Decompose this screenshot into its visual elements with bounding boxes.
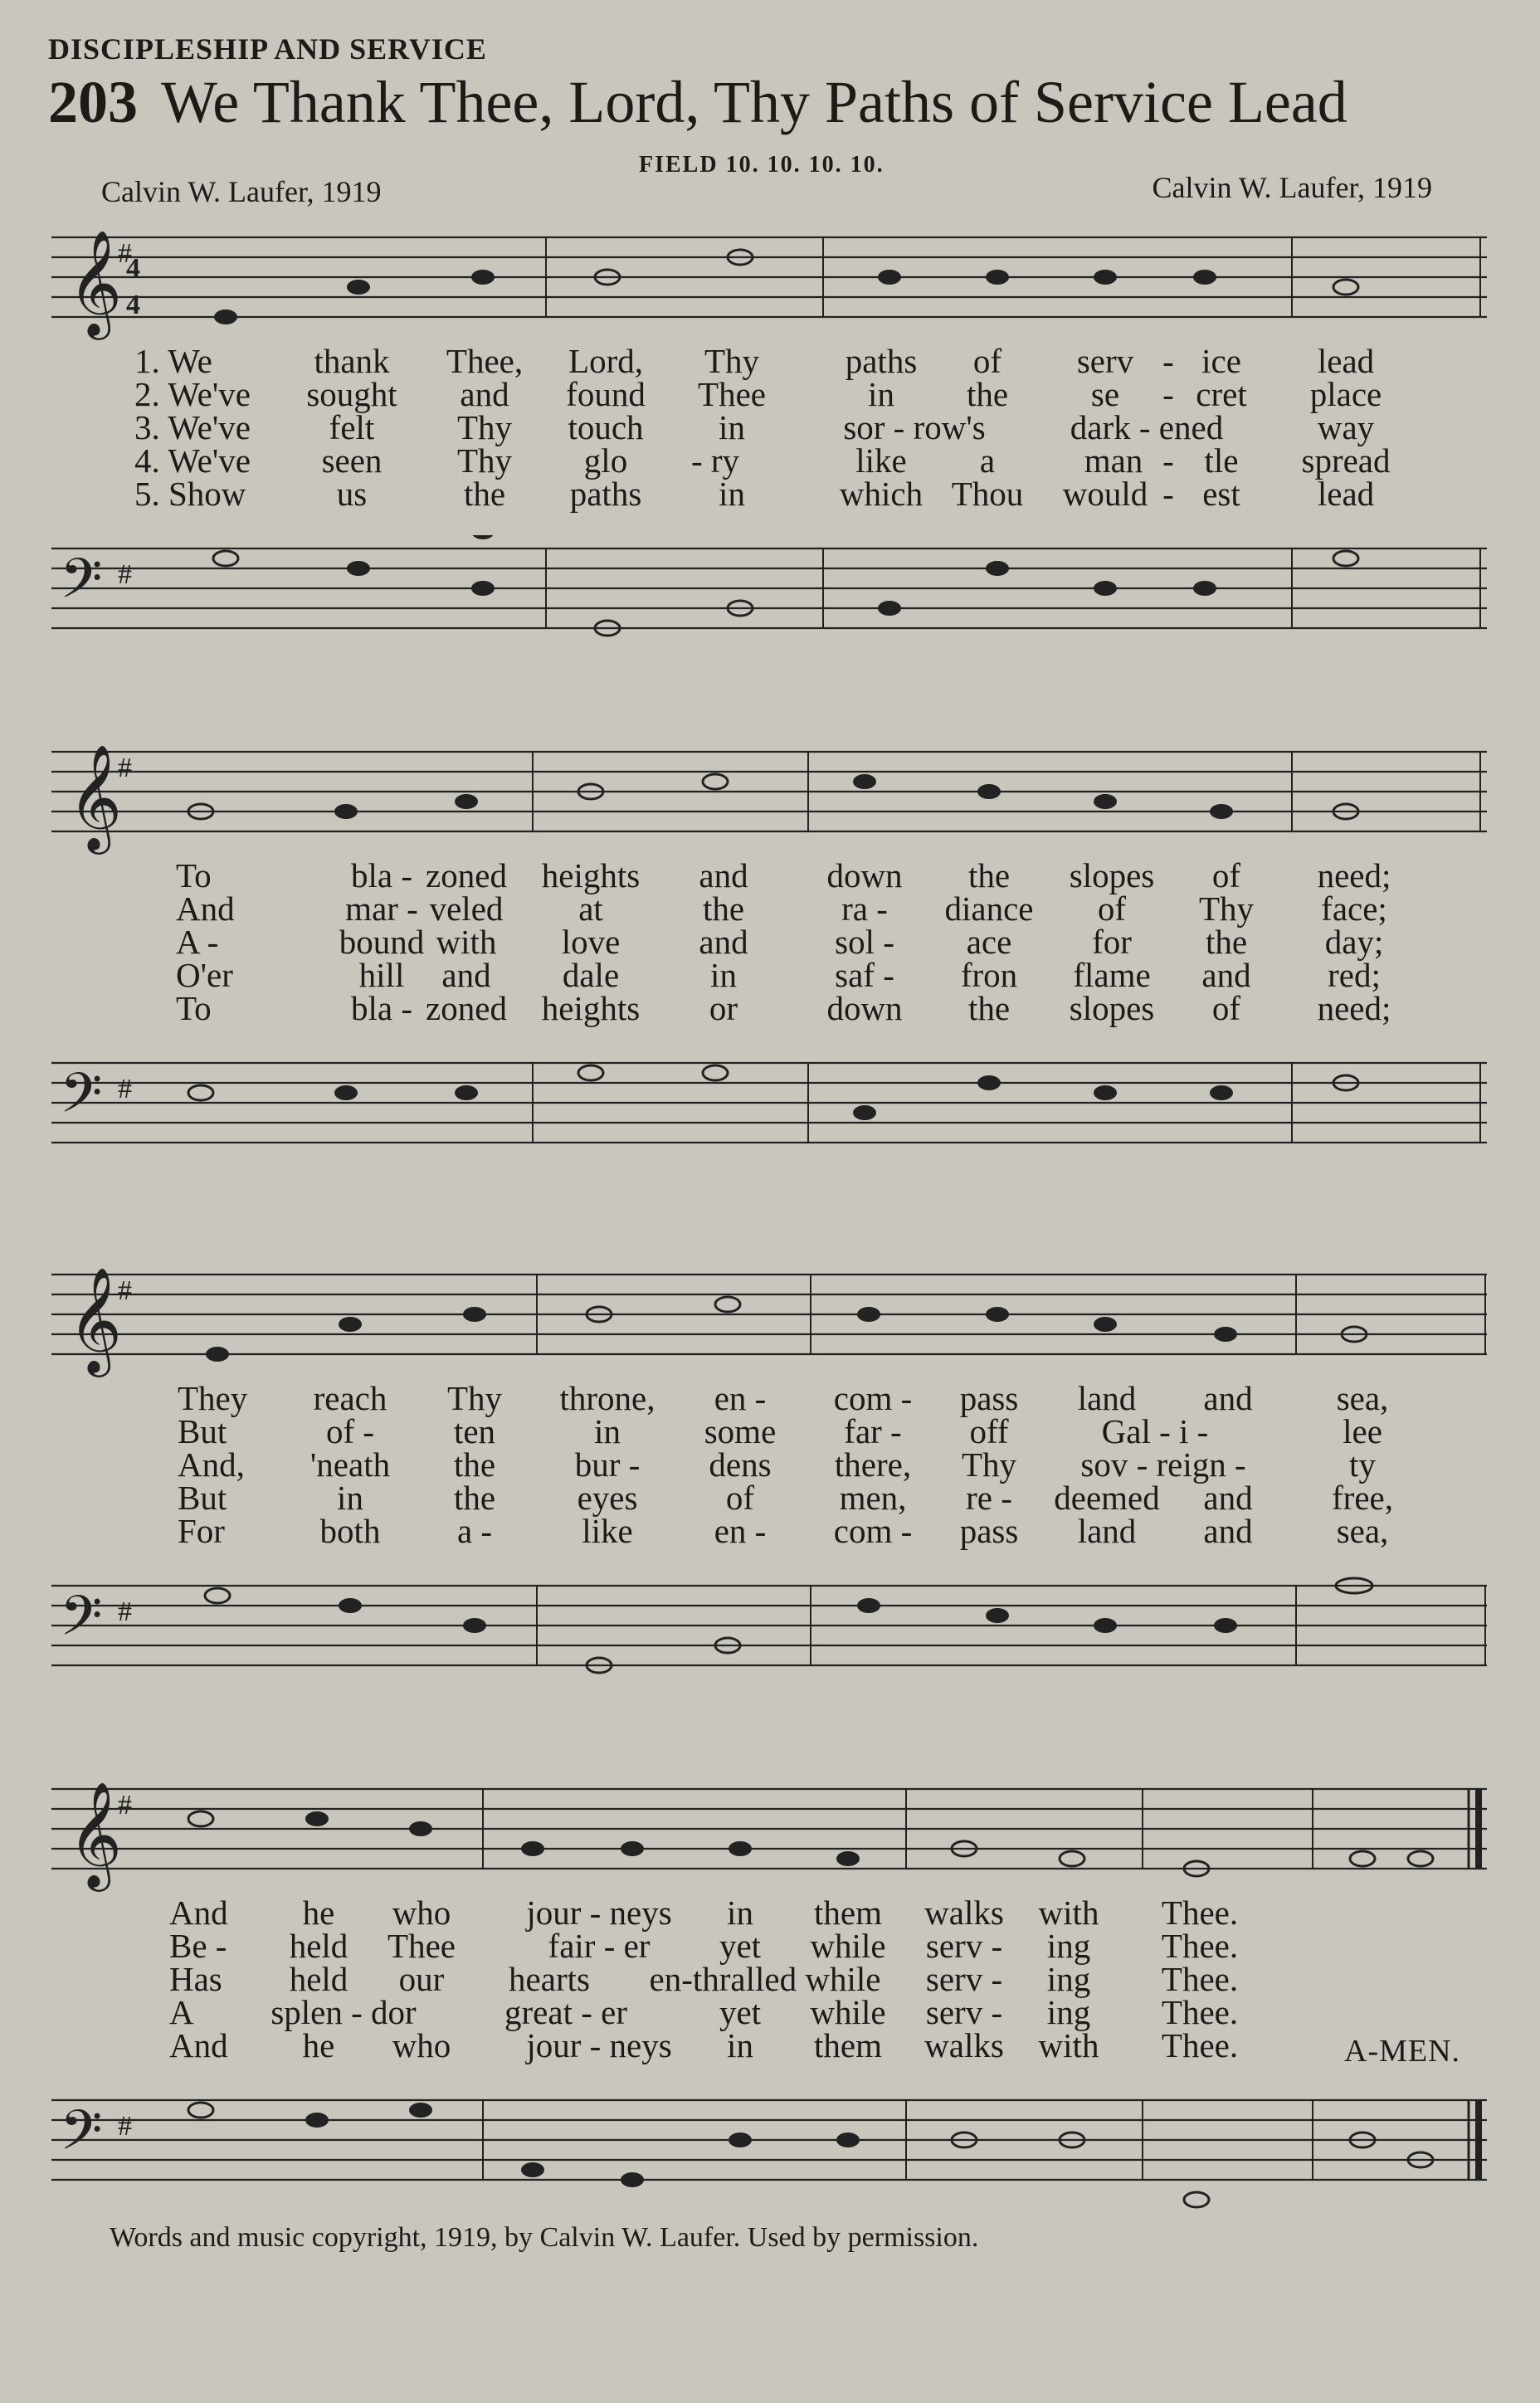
bass-staff-icon: [51, 2087, 1487, 2220]
bass-staff-icon: [51, 1050, 1487, 1182]
amen-label: A-MEN.: [1344, 2034, 1461, 2069]
lyric-syllable: ty: [1349, 1445, 1376, 1484]
lyric-syllable: ing: [1046, 1927, 1091, 1965]
lyric-syllable: who: [392, 1894, 451, 1932]
lyric-syllable: yet: [719, 1993, 762, 2031]
lyric-syllable: of: [972, 342, 1002, 380]
lyric-syllable: serv: [1076, 342, 1134, 380]
lyric-syllable: dark - ened: [1070, 408, 1224, 446]
verse-line: [51, 475, 1487, 513]
lyric-syllable: en -: [714, 1512, 767, 1550]
lyric-syllable: ice: [1201, 342, 1241, 380]
lyric-syllable: Thee.: [1161, 1894, 1239, 1932]
lyric-syllable: far -: [844, 1412, 902, 1450]
lyric-syllable: hearts: [509, 1960, 590, 1998]
lyric-syllable: But: [178, 1412, 227, 1450]
lyric-syllable: ra -: [841, 890, 888, 928]
lyric-syllable: with: [1038, 1894, 1099, 1932]
lyric-syllable: walks: [924, 1894, 1004, 1932]
lyric-syllable: place: [1309, 375, 1382, 413]
lyric-syllable: en-thralled while: [649, 1960, 881, 1998]
lyric-syllable: fair - er: [548, 1927, 651, 1965]
lyric-syllable: and: [699, 856, 748, 894]
svg-text:#: #: [118, 753, 132, 783]
section-title: DISCIPLESHIP AND SERVICE: [48, 32, 487, 66]
lyric-syllable: ace: [966, 923, 1012, 961]
svg-text:𝄢: 𝄢: [60, 2098, 103, 2176]
lyric-syllable: and: [1201, 956, 1251, 994]
verse-line: [51, 958, 1487, 992]
svg-text:𝄞: 𝄞: [68, 743, 123, 850]
lyric-syllable: the: [463, 475, 506, 513]
lyric-syllable: veled: [429, 890, 504, 928]
svg-text:#: #: [118, 2111, 132, 2142]
lyric-syllable: And: [169, 1894, 228, 1932]
lyric-syllable: dale: [562, 956, 620, 994]
lyric-syllable: bound: [339, 923, 425, 961]
lyric-syllable: -: [1162, 375, 1174, 413]
svg-text:#: #: [118, 1074, 132, 1104]
lyric-syllable: our: [398, 1960, 445, 1998]
lyric-syllable: the: [1205, 923, 1248, 961]
lyric-syllable: Thee.: [1161, 1960, 1239, 1998]
verse-line: [51, 1927, 1487, 1965]
lyric-syllable: bla -: [351, 856, 412, 894]
lyric-syllable: in: [727, 2026, 753, 2064]
lyric-syllable: Thee: [387, 1927, 456, 1965]
lyric-syllable: pass: [959, 1379, 1019, 1417]
lyric-syllable: 5. Show: [134, 475, 246, 513]
music-system-1: [51, 216, 1487, 647]
lyric-syllable: Thee.: [1161, 1993, 1239, 2031]
svg-text:#: #: [118, 1596, 132, 1627]
lyric-syllable: ing: [1046, 1993, 1091, 2031]
lyric-syllable: of: [1211, 989, 1241, 1027]
lyric-syllable: yet: [719, 1927, 762, 1965]
lyric-syllable: day;: [1324, 923, 1384, 961]
lyric-syllable: sol -: [835, 923, 894, 961]
lyric-syllable: A -: [176, 923, 219, 961]
lyric-syllable: Thy: [1198, 890, 1255, 928]
lyric-syllable: need;: [1317, 856, 1391, 894]
lyric-syllable: of: [725, 1479, 755, 1517]
lyric-syllable: Thee.: [1161, 2026, 1239, 2064]
lyric-syllable: 1. We: [134, 342, 212, 380]
verse-line: [51, 2026, 1487, 2064]
words-credit: Calvin W. Laufer, 1919: [101, 175, 382, 208]
lyric-syllable: But: [178, 1479, 227, 1517]
lyric-syllable: us: [336, 475, 368, 513]
lyric-syllable: both: [319, 1512, 381, 1550]
lyric-syllable: of: [1097, 890, 1127, 928]
lyric-syllable: -: [1162, 342, 1174, 380]
lyric-syllable: touch: [568, 408, 644, 446]
lyric-syllable: found: [566, 375, 646, 413]
lyric-syllable: O'er: [176, 956, 233, 994]
lyric-syllable: in: [337, 1479, 363, 1517]
lyric-syllable: ten: [453, 1412, 496, 1450]
lyric-syllable: throne,: [559, 1379, 655, 1417]
lyric-syllable: he: [302, 2026, 335, 2064]
treble-staff-icon: [51, 738, 1487, 871]
verse-line: [51, 890, 1487, 928]
lyric-syllable: re -: [966, 1479, 1012, 1517]
verse-line: [51, 1379, 1487, 1417]
svg-text:𝄢: 𝄢: [60, 547, 103, 624]
lyric-syllable: reach: [313, 1379, 387, 1417]
verse-line: [51, 989, 1487, 1027]
svg-text:𝄢: 𝄢: [60, 1584, 103, 1661]
hymn-title: [48, 68, 1348, 137]
copyright-footer: Words and music copyright, 1919, by Calvin W. Laufer. Used by permission.: [110, 2222, 979, 2253]
lyric-syllable: sea,: [1336, 1512, 1389, 1550]
lyric-syllable: like: [855, 441, 907, 480]
lyric-syllable: them: [814, 1894, 882, 1932]
lyric-syllable: Be -: [169, 1927, 227, 1965]
svg-text:#: #: [118, 238, 132, 269]
lyric-syllable: and: [699, 923, 748, 961]
lyric-syllable: red;: [1328, 956, 1381, 994]
lyric-syllable: se: [1090, 375, 1120, 413]
lyric-syllable: held: [289, 1960, 348, 1998]
treble-staff-icon: [51, 224, 1487, 357]
lyric-syllable: of -: [325, 1412, 375, 1450]
lyric-syllable: 'neath: [309, 1445, 391, 1484]
lyric-syllable: jour - neys: [526, 1894, 672, 1932]
lyric-syllable: seen: [321, 441, 383, 480]
lyric-syllable: splen - dor: [270, 1993, 417, 2031]
lyric-syllable: lead: [1317, 342, 1375, 380]
lyric-syllable: which: [839, 475, 924, 513]
lyric-syllable: way: [1317, 408, 1375, 446]
lyric-syllable: land: [1077, 1512, 1137, 1550]
lyric-syllable: com -: [833, 1379, 913, 1417]
treble-staff-icon: [51, 1261, 1487, 1394]
music-system-3: [51, 1253, 1487, 1684]
lyric-syllable: bur -: [574, 1445, 641, 1484]
lyric-syllable: jour - neys: [526, 2026, 672, 2064]
lyric-syllable: the: [967, 856, 1011, 894]
lyric-syllable: in: [727, 1894, 753, 1932]
lyric-syllable: some: [704, 1412, 777, 1450]
lyric-syllable: To: [176, 856, 212, 894]
lyric-syllable: Thee: [698, 375, 766, 413]
lyric-syllable: 2. We've: [134, 375, 251, 413]
lyric-syllable: Thee,: [446, 342, 524, 380]
lyric-syllable: the: [453, 1479, 496, 1517]
lyric-syllable: -: [1162, 441, 1174, 480]
lyric-syllable: lead: [1317, 475, 1375, 513]
lyric-syllable: sov - reign -: [1080, 1445, 1246, 1484]
verse-line: [51, 923, 1487, 961]
svg-text:#: #: [118, 1790, 132, 1821]
lyric-syllable: great - er: [504, 1993, 627, 2031]
lyric-syllable: sea,: [1336, 1379, 1389, 1417]
lyric-syllable: free,: [1332, 1479, 1393, 1517]
lyric-syllable: tle: [1204, 441, 1239, 480]
lyric-syllable: lee: [1343, 1412, 1382, 1450]
lyric-syllable: glo: [583, 441, 628, 480]
lyric-syllable: paths: [845, 342, 918, 380]
lyric-syllable: of: [1211, 856, 1241, 894]
lyric-syllable: thank: [314, 342, 390, 380]
lyric-syllable: would: [1062, 475, 1148, 513]
music-system-2: [51, 730, 1487, 1162]
verse-line: [51, 408, 1487, 446]
verse-line: [51, 1514, 1487, 1548]
lyric-syllable: And: [169, 2026, 228, 2064]
lyric-syllable: heights: [541, 856, 641, 894]
lyric-syllable: in: [868, 375, 894, 413]
verse-line: [51, 441, 1487, 480]
lyric-syllable: mar -: [345, 890, 418, 928]
lyric-syllable: Gal - i -: [1101, 1412, 1209, 1450]
lyric-syllable: the: [453, 1445, 496, 1484]
lyric-syllable: serv -: [925, 1960, 1003, 1998]
lyric-syllable: For: [178, 1512, 225, 1550]
lyric-syllable: cret: [1196, 375, 1247, 413]
svg-text:#: #: [118, 1275, 132, 1306]
svg-text:#: #: [118, 559, 132, 590]
lyric-syllable: ing: [1046, 1960, 1091, 1998]
lyric-syllable: the: [967, 989, 1011, 1027]
lyric-syllable: in: [594, 1412, 621, 1450]
lyric-syllable: land: [1077, 1379, 1137, 1417]
lyric-syllable: with: [436, 923, 497, 961]
lyric-syllable: Thee.: [1161, 1927, 1239, 1965]
lyric-syllable: flame: [1073, 956, 1151, 994]
lyric-syllable: or: [709, 989, 738, 1027]
hymn-number: 203: [48, 69, 138, 135]
lyric-syllable: at: [578, 890, 603, 928]
lyric-syllable: serv -: [925, 1927, 1003, 1965]
verse-line: [51, 1412, 1487, 1450]
lyric-syllable: love: [561, 923, 621, 961]
lyric-syllable: there,: [834, 1445, 912, 1484]
lyric-syllable: A: [169, 1993, 194, 2031]
lyric-syllable: need;: [1317, 989, 1391, 1027]
lyric-syllable: down: [826, 856, 903, 894]
lyric-syllable: them: [814, 2026, 882, 2064]
lyric-syllable: Thy: [446, 1379, 503, 1417]
lyric-syllable: down: [826, 989, 903, 1027]
lyric-syllable: a: [979, 441, 996, 480]
lyric-syllable: like: [582, 1512, 633, 1550]
lyric-syllable: dens: [709, 1445, 772, 1484]
lyric-syllable: bla -: [351, 989, 412, 1027]
lyric-syllable: hill: [358, 956, 405, 994]
lyric-syllable: held: [289, 1927, 348, 1965]
lyric-syllable: Has: [169, 1960, 222, 1998]
lyric-syllable: zoned: [426, 989, 507, 1027]
lyric-syllable: heights: [541, 989, 641, 1027]
music-system-4: [51, 1767, 1487, 2199]
hymn-title-text: We Thank Thee, Lord, Thy Paths of Service Lead: [161, 69, 1348, 135]
lyric-syllable: Thou: [951, 475, 1024, 513]
lyric-syllable: the: [702, 890, 745, 928]
lyric-syllable: eyes: [577, 1479, 638, 1517]
lyric-syllable: and: [1203, 1379, 1253, 1417]
verse-line: [51, 344, 1487, 378]
svg-text:𝄞: 𝄞: [68, 1266, 123, 1372]
lyric-syllable: man: [1084, 441, 1143, 480]
lyric-syllable: Thy: [961, 1445, 1017, 1484]
lyric-syllable: he: [302, 1894, 335, 1932]
lyric-syllable: To: [176, 989, 212, 1027]
verse-line: [51, 1894, 1487, 1932]
lyric-syllable: slopes: [1069, 856, 1155, 894]
lyric-syllable: Thy: [456, 441, 513, 480]
lyric-syllable: Thy: [456, 408, 513, 446]
lyric-syllable: who: [392, 2026, 451, 2064]
lyric-syllable: for: [1092, 923, 1132, 961]
lyric-syllable: Lord,: [568, 342, 643, 380]
lyric-syllable: est: [1202, 475, 1240, 513]
lyric-syllable: while: [810, 1993, 886, 2031]
bass-staff-icon: [51, 535, 1487, 668]
lyric-syllable: in: [719, 408, 745, 446]
lyric-syllable: in: [719, 475, 745, 513]
svg-text:𝄞: 𝄞: [68, 1781, 123, 1887]
verse-line: [51, 1479, 1487, 1517]
verse-line: [51, 375, 1487, 413]
lyric-syllable: the: [966, 375, 1009, 413]
lyric-syllable: diance: [944, 890, 1034, 928]
music-credit: Calvin W. Laufer, 1919: [1152, 171, 1432, 204]
lyric-syllable: with: [1038, 2026, 1099, 2064]
lyric-syllable: serv -: [925, 1993, 1003, 2031]
lyric-syllable: and: [1203, 1479, 1253, 1517]
lyric-syllable: deemed: [1054, 1479, 1160, 1517]
lyric-syllable: And,: [178, 1445, 245, 1484]
lyric-syllable: while: [810, 1927, 886, 1965]
svg-text:𝄢: 𝄢: [60, 1061, 103, 1138]
lyric-syllable: and: [460, 375, 509, 413]
verse-line: [51, 856, 1487, 894]
lyric-syllable: en -: [714, 1379, 767, 1417]
lyric-syllable: fron: [960, 956, 1018, 994]
lyric-syllable: saf -: [835, 956, 894, 994]
lyric-syllable: paths: [569, 475, 642, 513]
lyric-syllable: and: [1203, 1512, 1253, 1550]
lyric-syllable: sor - row's: [843, 408, 986, 446]
lyric-syllable: pass: [959, 1512, 1019, 1550]
verse-line: [51, 1993, 1487, 2031]
lyric-syllable: felt: [329, 408, 375, 446]
lyric-syllable: face;: [1321, 890, 1387, 928]
lyric-syllable: They: [178, 1379, 248, 1417]
svg-text:4: 4: [126, 253, 140, 284]
lyric-syllable: And: [176, 890, 235, 928]
lyric-syllable: off: [969, 1412, 1009, 1450]
treble-staff-icon: [51, 1776, 1487, 1908]
svg-text:𝄞: 𝄞: [68, 229, 123, 335]
lyric-syllable: Thy: [704, 342, 760, 380]
verse-line: [51, 1445, 1487, 1484]
lyric-syllable: -: [1162, 475, 1174, 513]
lyric-syllable: 3. We've: [134, 408, 251, 446]
lyric-syllable: in: [710, 956, 737, 994]
lyric-syllable: and: [441, 956, 491, 994]
lyric-syllable: spread: [1301, 441, 1391, 480]
lyric-syllable: - ry: [690, 441, 740, 480]
lyric-syllable: walks: [924, 2026, 1004, 2064]
tune-name: FIELD 10. 10. 10. 10.: [639, 152, 885, 178]
lyric-syllable: men,: [839, 1479, 907, 1517]
lyric-syllable: 4. We've: [134, 441, 251, 480]
lyric-syllable: slopes: [1069, 989, 1155, 1027]
lyric-syllable: zoned: [426, 856, 507, 894]
bass-staff-icon: [51, 1572, 1487, 1705]
lyric-syllable: com -: [833, 1512, 913, 1550]
lyric-syllable: sought: [306, 375, 397, 413]
lyric-syllable: a -: [456, 1512, 493, 1550]
svg-text:4: 4: [126, 290, 140, 320]
verse-line: [51, 1962, 1487, 1996]
